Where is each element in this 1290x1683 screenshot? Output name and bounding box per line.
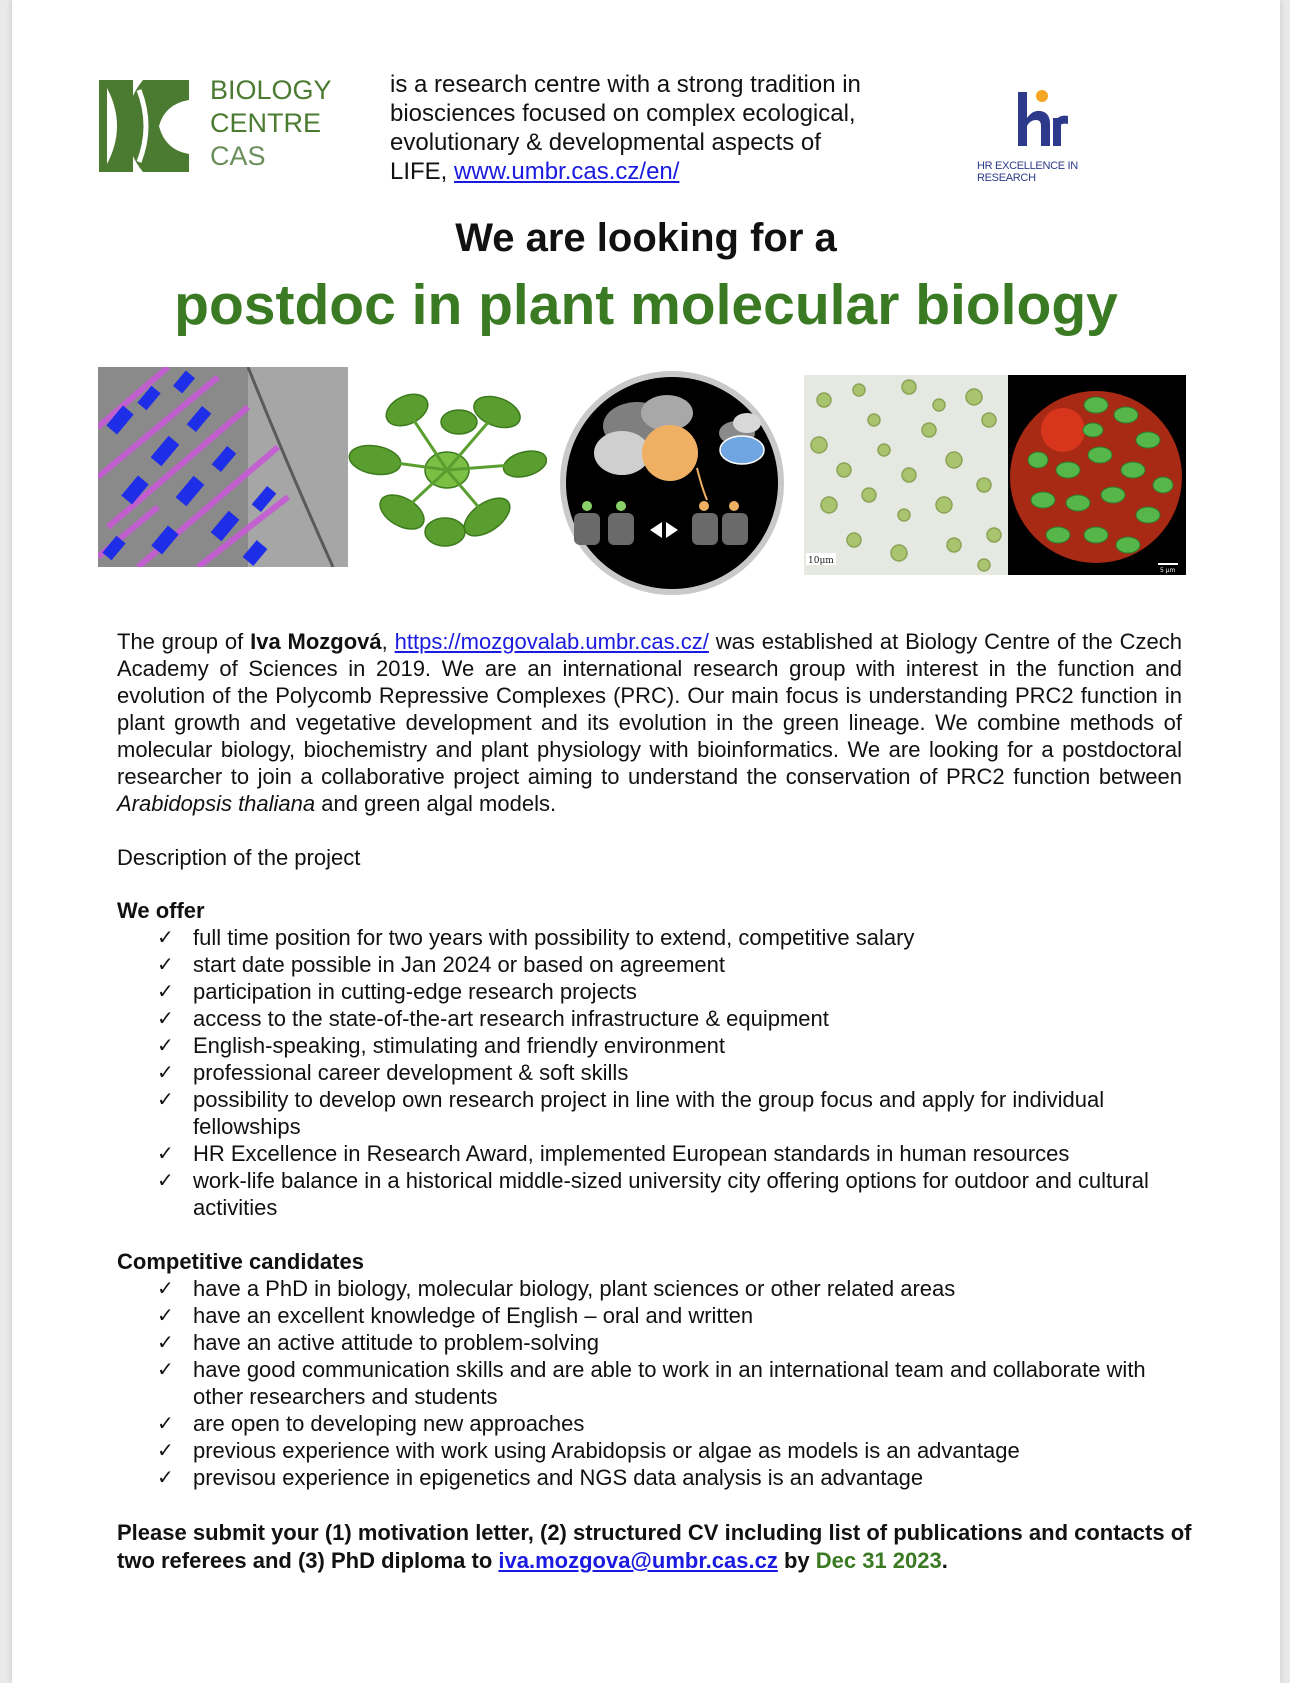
- check-icon: ✓: [157, 1276, 174, 1300]
- offer-list: [117, 924, 1197, 1221]
- prc2-schematic-image: [532, 368, 812, 598]
- list-item: [117, 1032, 1197, 1059]
- check-icon: ✓: [157, 1465, 174, 1489]
- check-icon: ✓: [157, 1033, 174, 1057]
- project-description-label: Description of the project: [117, 845, 361, 870]
- offer-item-text: English-speaking, stimulating and friendly environment: [193, 1033, 725, 1058]
- offer-title: We offer: [117, 898, 205, 923]
- list-item: [117, 1356, 1197, 1410]
- check-icon: ✓: [157, 979, 174, 1003]
- submit-text: Please submit your (1) motivation letter, (2) structured CV including list of publications and contacts of two referees and (3) PhD diploma to: [117, 1520, 1192, 1573]
- candidate-item-text: have an excellent knowledge of English – oral and written: [193, 1303, 754, 1328]
- submit-end: .: [941, 1548, 948, 1573]
- contact-email-link[interactable]: iva.mozgova@umbr.cas.cz: [498, 1548, 778, 1573]
- arabidopsis-rosette-image: [347, 382, 547, 552]
- biology-centre-logo-text: [210, 74, 332, 173]
- check-icon: ✓: [157, 1303, 174, 1327]
- algae-scale-label: 10μm: [808, 556, 834, 566]
- para-text-2: ,: [381, 629, 395, 654]
- list-item: [117, 1302, 1197, 1329]
- group-description-paragraph: [117, 628, 1182, 817]
- poster-page: [12, 0, 1280, 1683]
- para-text-4: and green algal models.: [315, 791, 557, 816]
- list-item: [117, 1437, 1197, 1464]
- hr-excellence-logo-icon: [1012, 84, 1072, 150]
- offer-item-text: access to the state-of-the-art research infrastructure & equipment: [193, 1006, 829, 1031]
- electron-micrograph-image: [98, 367, 348, 567]
- fluorescent-cell-image: [1008, 375, 1186, 575]
- logo-line-cas: CAS: [210, 141, 266, 171]
- list-item: [117, 978, 1197, 1005]
- candidate-item-text: are open to developing new approaches: [193, 1411, 585, 1436]
- offer-item-text: participation in cutting-edge research projects: [193, 979, 637, 1004]
- para-text-3: was established at Biology Centre of the Czech Academy of Sciences in 2019. We are an international research group with interest in the function and evolution of the Polycomb Repressive Complexes (PRC). Our main focus is understanding PRC2 function in plant growth and vegetative development and its evolution in the green lineage. We combine methods of molecular biology, biochemistry and plant physiology with bioinformatics. We are looking for a postdoctoral researcher to join a collaborative project aiming to understand the conservation of PRC2 function between: [117, 629, 1182, 789]
- headline-position-title: postdoc in plant molecular biology: [174, 273, 1118, 337]
- offer-item-text: HR Excellence in Research Award, implemented European standards in human resources: [193, 1141, 1070, 1166]
- group-website-link[interactable]: https://mozgovalab.umbr.cas.cz/: [394, 629, 709, 654]
- application-deadline: Dec 31 2023: [815, 1548, 942, 1573]
- centre-description: [390, 70, 870, 186]
- logo-line-biology: BIOLOGY: [210, 75, 332, 105]
- check-icon: ✓: [157, 1411, 174, 1435]
- candidates-section: [117, 1249, 1197, 1491]
- group-leader-name: Iva Mozgová: [250, 629, 382, 654]
- candidates-list: [117, 1275, 1197, 1491]
- para-text-1: The group of: [117, 629, 251, 654]
- check-icon: ✓: [157, 1168, 174, 1192]
- species-name: Arabidopsis thaliana: [117, 791, 316, 816]
- check-icon: ✓: [157, 1060, 174, 1084]
- offer-item-text: start date possible in Jan 2024 or based on agreement: [193, 952, 726, 977]
- hr-excellence-logo-text: HR EXCELLENCE IN RESEARCH: [977, 160, 1078, 184]
- check-icon: ✓: [157, 925, 174, 949]
- check-icon: ✓: [157, 1330, 174, 1354]
- list-item: [117, 951, 1197, 978]
- check-icon: ✓: [157, 1438, 174, 1462]
- list-item: [117, 1140, 1197, 1167]
- list-item: [117, 1464, 1197, 1491]
- candidates-title: Competitive candidates: [117, 1249, 364, 1274]
- centre-website-link[interactable]: www.umbr.cas.cz/en/: [454, 158, 680, 185]
- check-icon: ✓: [157, 952, 174, 976]
- logo-line-centre: CENTRE: [210, 108, 322, 138]
- offer-item-text: full time position for two years with possibility to extend, competitive salary: [193, 925, 915, 950]
- list-item: [117, 924, 1197, 951]
- list-item: [117, 1329, 1197, 1356]
- fluor-scale-label: 5 μm: [1160, 567, 1176, 574]
- candidate-item-text: have a PhD in biology, molecular biology, plant sciences or other related areas: [193, 1276, 956, 1301]
- application-instructions: [117, 1519, 1197, 1575]
- offer-item-text: possibility to develop own research project in line with the group focus and apply for individual fellowships: [193, 1087, 1105, 1139]
- centre-description-text: is a research centre with a strong tradition in biosciences focused on complex ecological, evolutionary & developmental aspects of LIFE,: [390, 71, 861, 185]
- candidate-item-text: have an active attitude to problem-solving: [193, 1330, 600, 1355]
- green-algae-micrograph-image: [804, 375, 1008, 575]
- candidate-item-text: previous experience with work using Arabidopsis or algae as models is an advantage: [193, 1438, 1020, 1463]
- headline-line-1: We are looking for a: [455, 216, 837, 260]
- list-item: [117, 1086, 1197, 1140]
- list-item: [117, 1410, 1197, 1437]
- list-item: [117, 1005, 1197, 1032]
- check-icon: ✓: [157, 1141, 174, 1165]
- list-item: [117, 1275, 1197, 1302]
- check-icon: ✓: [157, 1087, 174, 1111]
- list-item: [117, 1059, 1197, 1086]
- list-item: [117, 1167, 1197, 1221]
- submit-by: by: [777, 1548, 816, 1573]
- offer-item-text: work-life balance in a historical middle-sized university city offering options for outdoor and cultural activities: [193, 1168, 1149, 1220]
- offer-item-text: professional career development & soft skills: [193, 1060, 629, 1085]
- biology-centre-logo-icon: [99, 80, 189, 172]
- check-icon: ✓: [157, 1006, 174, 1030]
- check-icon: ✓: [157, 1357, 174, 1381]
- candidate-item-text: have good communication skills and are able to work in an international team and collaborate with other researchers and students: [193, 1357, 1146, 1409]
- candidate-item-text: previsou experience in epigenetics and NGS data analysis is an advantage: [193, 1465, 924, 1490]
- offer-section: [117, 898, 1197, 1221]
